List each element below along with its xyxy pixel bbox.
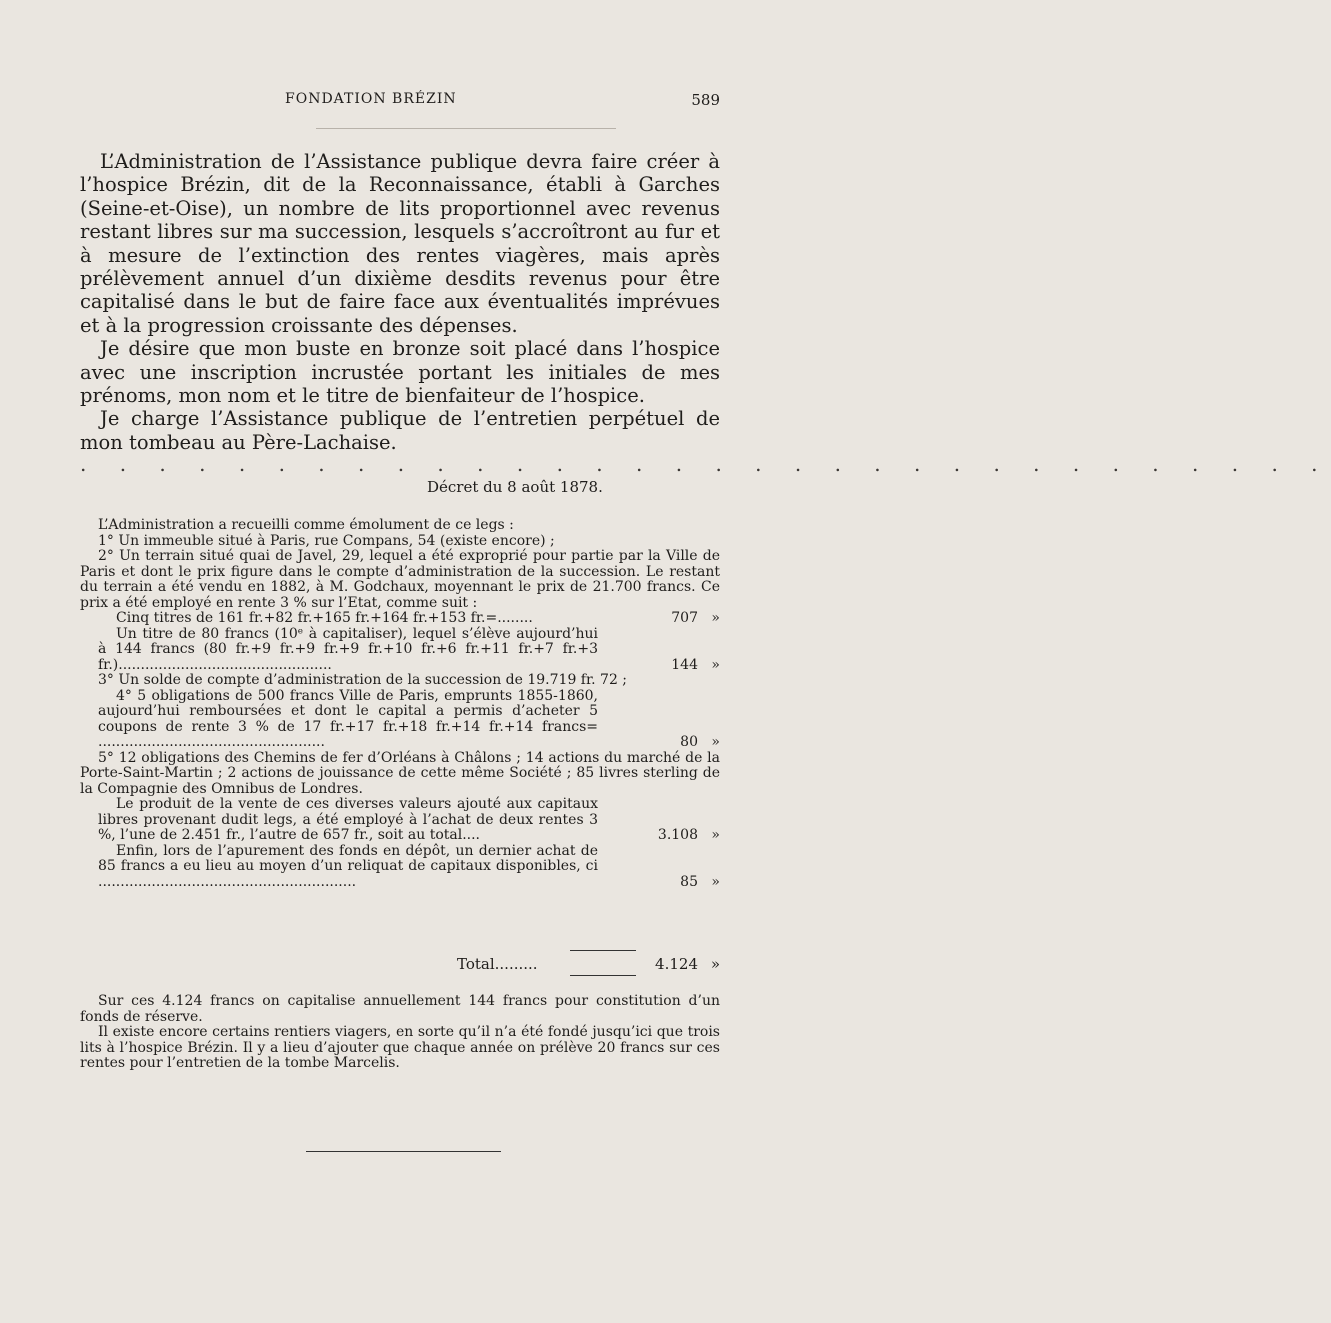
legs-line-un-titre: Un titre de 80 francs (10ᵉ à capitaliser), lequel s’élève aujourd’hui à 144 francs (80 fr.+9 fr.+9 fr.+9 fr.+10 fr.+6 fr.+11 fr.+7 fr.+3 fr.)................................................ 144 » xyxy=(98,625,720,673)
legs-item-4: 4° 5 obligations de 500 francs Ville de Paris, emprunts 1855-1860, aujourd’hui remboursées et dont le capital a permis d’acheter 5 coupons de rente 3 % de 17 fr.+17 fr.+18 fr.+14 fr.+14 francs= ................................................... 80 » xyxy=(98,687,720,750)
legs-enfin: Enfin, lors de l’apurement des fonds en dépôt, un dernier achat de 85 francs a eu lieu au moyen d’un reliquat de capitaux disponibles, ci .......................................................... 85 » xyxy=(98,842,720,890)
legs-line-cinq-titres: Cinq titres de 161 fr.+82 fr.+165 fr.+164 fr.+153 fr.=........ 707 » xyxy=(116,610,720,626)
legs-item-5: 5° 12 obligations des Chemins de fer d’Orléans à Châlons ; 14 actions du marché de la Porte-Saint-Martin ; 2 actions de jouissance de cette même Société ; 85 livres sterling de la Compagnie des Omnibus de Londres. xyxy=(80,749,720,797)
paragraph-buste: Je désire que mon buste en bronze soit placé dans l’hospice avec une inscription incrustée portant les initiales de mes prénoms, mon nom et le titre de bienfaiteur de l’hospice. xyxy=(80,337,720,408)
legs-item-2: 2° Un terrain situé quai de Javel, 29, lequel a été exproprié pour partie par la Ville de Paris et dont le prix figure dans le compte d’administration de la succession. Le restant du terrain a été vendu en 1882, à M. Godchaux, moyennant le prix de 21.700 francs. Ce prix a été employé en rente 3 % sur l’Etat, comme suit : xyxy=(80,548,720,611)
header-rule xyxy=(316,128,616,129)
paragraph-tombeau: Je charge l’Assistance publique de l’entretien perpétuel de mon tombeau au Père-Lachaise. xyxy=(80,407,720,454)
legs-item-1: 1° Un immeuble situé à Paris, rue Compans, 54 (existe encore) ; xyxy=(98,532,555,549)
amount-144: 144 xyxy=(671,656,698,673)
amount-85: 85 xyxy=(680,873,698,890)
total-amount: 4.124 xyxy=(655,955,698,973)
testament-text xyxy=(80,150,720,454)
closing-notes xyxy=(80,994,720,1072)
total-rule-bottom xyxy=(570,975,636,976)
note-rentiers: Il existe encore certains rentiers viagers, en sorte qu’il n’a été fondé jusqu’ici que trois lits à l’hospice Brézin. Il y a lieu d’ajouter que chaque année on prélève 20 francs sur ces rentes pour l’entretien de la tombe Marcelis. xyxy=(80,1024,720,1071)
decret-date: Décret du 8 août 1878. xyxy=(427,478,603,496)
note-reserve: Sur ces 4.124 francs on capitalise annuellement 144 francs pour constitution d’un fonds de réserve. xyxy=(80,993,720,1025)
section-end-rule xyxy=(306,1151,501,1152)
amount-80: 80 xyxy=(680,734,698,750)
total-label: Total......... xyxy=(457,955,538,973)
total-rule-top xyxy=(570,950,636,951)
legs-item-3: 3° Un solde de compte d’administration de la succession de 19.719 fr. 72 ; xyxy=(98,672,628,688)
running-header xyxy=(80,91,720,117)
amount-707: 707 xyxy=(671,610,698,626)
ellipsis-line: . . . . . . . . . . . . . . . . . . . . . . . . . . . . . . . . xyxy=(80,452,1331,476)
paragraph-hospice: L’Administration de l’Assistance publique devra faire créer à l’hospice Brézin, dit de la Reconnaissance, établi à Garches (Seine-et-Oise), un nombre de lits proportionnel avec revenus restant libres sur ma succession, lesquels s’accroîtront au fur et à mesure de l’extinction des rentes viagères, mais après prélèvement annuel d’un dixième desdits revenus pour être capitalisé dans le but de faire face aux éventualités imprévues et à la progression croissante des dépenses. xyxy=(80,150,720,337)
page-number: 589 xyxy=(691,91,720,109)
legs-intro: L’Administration a recueilli comme émolument de ce legs : xyxy=(98,517,514,533)
amount-3108: 3.108 xyxy=(657,827,698,843)
total-line: Total......... 4.124 » xyxy=(457,955,720,973)
legs-section xyxy=(80,518,720,890)
running-title: FONDATION BRÉZIN xyxy=(285,91,457,107)
legs-produit: Le produit de la vente de ces diverses valeurs ajouté aux capitaux libres provenant dudit legs, a été employé à l’achat de deux rentes 3 %, l’une de 2.451 fr., l’autre de 657 fr., soit au total.... 3.108 » xyxy=(98,796,720,843)
